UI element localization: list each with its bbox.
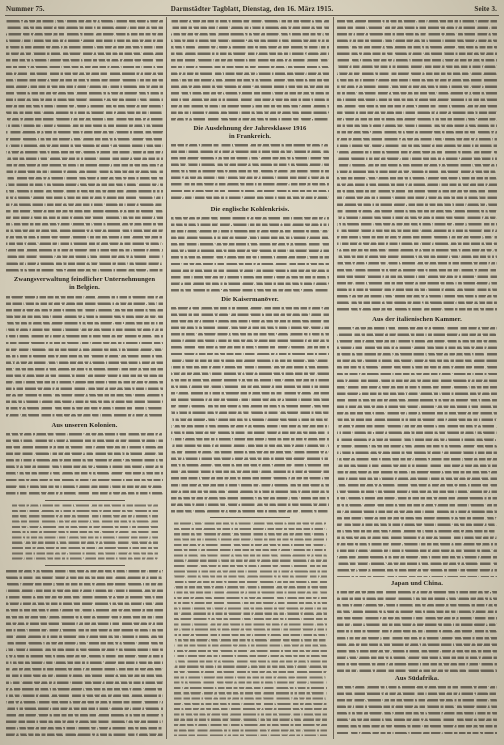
article-heading-belgien-line2: in Belgien. xyxy=(69,284,100,291)
body-text-block xyxy=(171,142,329,203)
newspaper-title-date: Darmstädter Tagblatt, Dienstag, den 16. März 1915. xyxy=(170,5,334,13)
article-heading-belgien: Zwangsverwaltung feindlicher Unternehmungen xyxy=(13,276,156,283)
body-text-block xyxy=(171,215,329,293)
article-heading-kammer: Aus der italienischen Kammer. xyxy=(372,316,462,323)
body-text-block xyxy=(6,294,163,419)
body-text-block xyxy=(6,18,163,273)
body-text-block xyxy=(6,568,163,738)
body-text-block xyxy=(6,431,163,498)
body-text-block xyxy=(337,325,497,577)
article-heading-kohlenkrisis: Die englische Kohlenkrisis. xyxy=(210,206,290,213)
section-rule xyxy=(210,517,290,518)
column-divider-left xyxy=(166,17,167,739)
article-heading-kolonien: Aus unseren Kolonien. xyxy=(51,422,118,429)
body-text-block xyxy=(337,18,497,313)
masthead-rule xyxy=(5,15,499,16)
body-text-block xyxy=(171,305,329,515)
article-heading-japan: Japan und China. xyxy=(391,580,443,587)
page-number: Seite 3. xyxy=(474,5,497,13)
body-text-block xyxy=(337,684,497,737)
column-divider-right xyxy=(333,17,334,739)
body-text-block xyxy=(171,18,329,122)
article-heading-suedafrika: Aus Südafrika. xyxy=(395,675,439,682)
small-print-block xyxy=(174,521,327,736)
section-rule xyxy=(45,565,125,566)
article-heading-jahresklasse: Die Ausdehnung der Jahresklasse 1916 xyxy=(193,125,307,132)
body-text-block xyxy=(337,589,497,672)
small-print-block xyxy=(12,503,158,563)
issue-number: Nummer 75. xyxy=(6,5,45,13)
article-heading-manoever: Die Kaisermanöver. xyxy=(221,296,279,303)
section-rule xyxy=(45,500,125,501)
article-heading-jahresklasse-line2: in Frankreich. xyxy=(229,133,271,140)
